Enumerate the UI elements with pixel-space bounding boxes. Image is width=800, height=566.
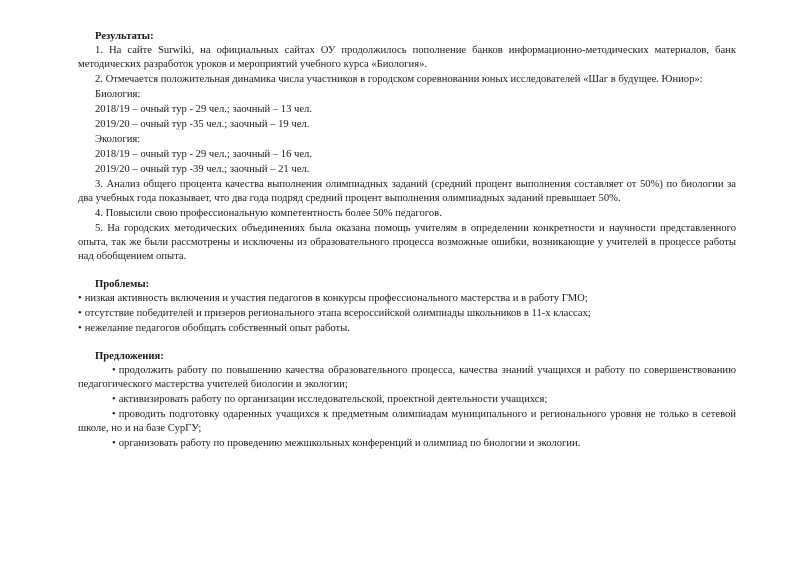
biology-row-2018: 2018/19 – очный тур - 29 чел.; заочный – 13 чел.	[95, 104, 312, 115]
problem-item	[78, 322, 736, 336]
ecology-row-2018: 2018/19 – очный тур - 29 чел.; заочный – 16 чел.	[95, 149, 312, 160]
section-spacer	[78, 265, 736, 278]
bullet-icon: •	[78, 293, 82, 304]
section-spacer	[78, 337, 736, 350]
bullet-icon: •	[112, 394, 116, 405]
proposal-item	[78, 364, 736, 392]
results-heading: Результаты:	[95, 31, 154, 42]
problem-text: низкая активность включения и участия педагогов в конкурсы профессионального мастерства и в работу ГМО;	[84, 293, 588, 304]
bullet-icon: •	[112, 409, 116, 420]
problem-text: отсутствие победителей и призеров регионального этапа всероссийской олимпиады школьников в 11-х классах;	[84, 308, 591, 319]
proposal-item	[78, 393, 736, 407]
document-page	[78, 30, 736, 452]
problem-item	[78, 292, 736, 306]
ecology-label: Экология:	[95, 134, 141, 145]
bullet-icon: •	[112, 365, 116, 376]
proposal-item	[78, 437, 736, 451]
proposal-text: проводить подготовку одаренных учащихся к предметным олимпиадам муниципального и регионального уровня не только в сетевой школе, но и на базе СурГУ;	[78, 409, 736, 434]
proposal-text: организовать работу по проведению межшкольных конференций и олимпиад по биологии и экологии.	[118, 438, 581, 449]
proposal-text: активизировать работу по организации исследовательской, проектной деятельности учащихся;	[118, 394, 548, 405]
problems-heading: Проблемы:	[95, 279, 150, 290]
bullet-icon: •	[78, 323, 82, 334]
problem-item	[78, 307, 736, 321]
results-item-2: 2. Отмечается положительная динамика числа участников в городском соревновании юных исследователей «Шаг в будущее. Юниор»:	[95, 74, 703, 85]
results-item-3: 3. Анализ общего процента качества выполнения олимпиадных заданий (средний процент выполнения составляет от 50%) по биологии за два учебных года показывает, что два года подряд средний процент выполнения олимпиадных заданий превышает 50%.	[78, 179, 736, 204]
results-item-5: 5. На городских методических объединениях была оказана помощь учителям в определении конкретности и научности представленного опыта, так же были рассмотрены и исключены из образовательного процесса возможные ошибки, возникающие у учителей в процессе работы над обобщением опыта.	[78, 223, 736, 262]
problem-text: нежелание педагогов обобщать собственный опыт работы.	[84, 323, 350, 334]
proposal-item	[78, 408, 736, 436]
results-item-1: 1. На сайте Surwiki, на официальных сайтах ОУ продолжилось пополнение банков информационно-методических материалов, банк методических разработок уроков и мероприятий учебного курса «Биология».	[78, 45, 736, 70]
proposal-text: продолжить работу по повышению качества образовательного процесса, качества знаний учащихся и работу по совершенствованию педагогического мастерства учителей биологии и экологии;	[78, 365, 736, 390]
bullet-icon: •	[112, 438, 116, 449]
results-item-4: 4. Повысили свою профессиональную компетентность более 50% педагогов.	[95, 208, 442, 219]
ecology-row-2019: 2019/20 – очный тур -39 чел.; заочный – 21 чел.	[95, 164, 310, 175]
proposals-heading: Предложения:	[95, 351, 164, 362]
biology-label: Биология:	[95, 89, 141, 100]
bullet-icon: •	[78, 308, 82, 319]
biology-row-2019: 2019/20 – очный тур -35 чел.; заочный – 19 чел.	[95, 119, 310, 130]
